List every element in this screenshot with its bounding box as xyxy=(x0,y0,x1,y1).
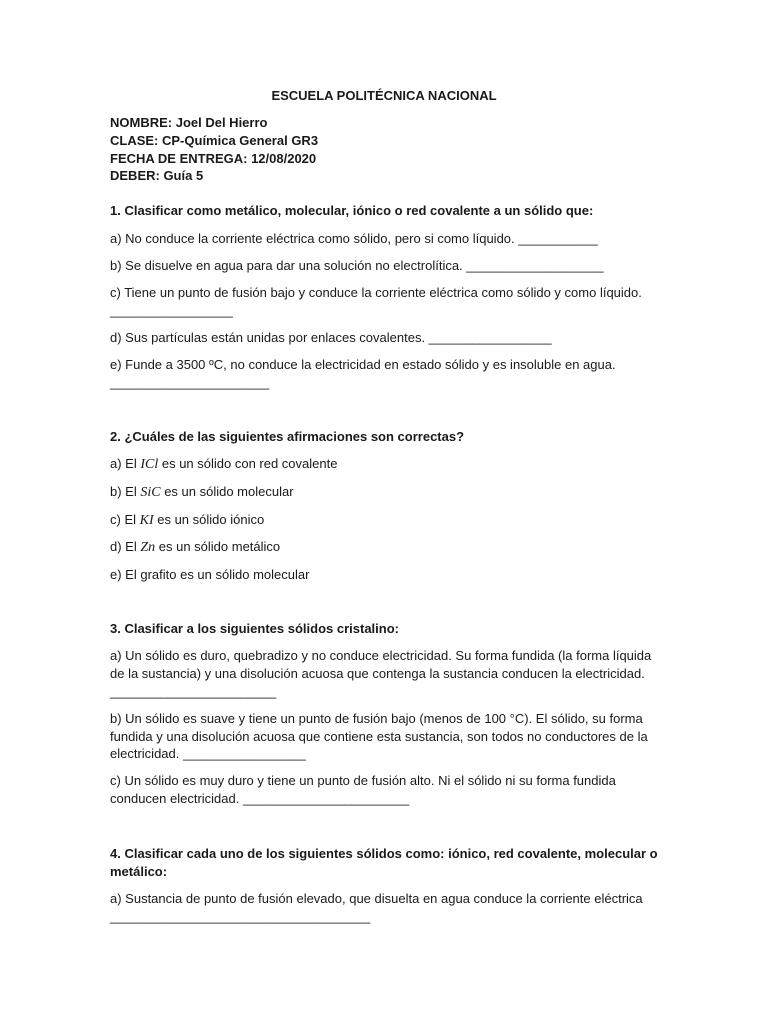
question-1-item-c-blank: _________________ xyxy=(110,303,233,318)
question-4-heading-line-2: metálico: xyxy=(110,864,168,879)
question-4-heading-line-1: 4. Clasificar cada uno de los siguientes sólidos como: iónico, red covalente, molecular o xyxy=(110,846,658,861)
due-date: FECHA DE ENTREGA: 12/08/2020 xyxy=(110,151,317,166)
question-2-item-b xyxy=(110,483,294,501)
question-1-item-a: a) No conduce la corriente eléctrica como sólido, pero si como líquido. ___________ xyxy=(110,231,598,246)
item-text: es un sólido con red covalente xyxy=(158,456,338,471)
question-1-item-c: c) Tiene un punto de fusión bajo y conduce la corriente eléctrica como sólido y como líquido. xyxy=(110,285,642,300)
assignment-name: DEBER: Guía 5 xyxy=(110,168,204,183)
item-prefix: a) El xyxy=(110,456,141,471)
question-3-item-c-line-2: conducen electricidad. _______________________ xyxy=(110,791,410,806)
item-prefix: b) El xyxy=(110,484,141,499)
item-text: es un sólido molecular xyxy=(160,484,294,499)
question-2-item-a xyxy=(110,455,337,473)
item-text: es un sólido metálico xyxy=(155,539,281,554)
question-3-item-a-line-1: a) Un sólido es duro, quebradizo y no conduce electricidad. Su forma fundida (la forma líquida xyxy=(110,648,652,663)
question-2-heading: 2. ¿Cuáles de las siguientes afirmaciones son correctas? xyxy=(110,429,465,444)
question-3-item-a-line-2: de la sustancia) y una disolución acuosa que contenga la sustancia conducen la electricidad. xyxy=(110,666,645,681)
question-2-item-d xyxy=(110,538,280,556)
student-name: NOMBRE: Joel Del Hierro xyxy=(110,115,268,130)
question-4-item-a-line-1: a) Sustancia de punto de fusión elevado, que disuelta en agua conduce la corriente eléctrica xyxy=(110,891,643,906)
question-3-item-a-blank: _______________________ xyxy=(110,684,277,699)
chemical-formula: KI xyxy=(139,513,154,528)
question-3-item-b-line-1: b) Un sólido es suave y tiene un punto de fusión bajo (menos de 100 °C). El sólido, su forma xyxy=(110,711,643,726)
question-3-item-b-line-3: electricidad. _________________ xyxy=(110,746,306,761)
chemical-formula: SiC xyxy=(140,485,161,500)
question-2-item-c xyxy=(110,511,264,529)
question-1-heading: 1. Clasificar como metálico, molecular, iónico o red covalente a un sólido que: xyxy=(110,203,594,218)
question-2-item-e: e) El grafito es un sólido molecular xyxy=(110,567,310,582)
item-prefix: d) El xyxy=(110,539,141,554)
class-name: CLASE: CP-Química General GR3 xyxy=(110,133,319,148)
question-4-item-a-blank: ____________________________________ xyxy=(110,909,371,924)
question-3-item-c-line-1: c) Un sólido es muy duro y tiene un punto de fusión alto. Ni el sólido ni su forma fundida xyxy=(110,773,616,788)
chemical-formula: ICl xyxy=(140,457,159,472)
item-prefix: c) El xyxy=(110,512,140,527)
chemical-formula: Zn xyxy=(140,540,156,555)
question-1-item-e-blank: ______________________ xyxy=(110,375,270,390)
document-title: ESCUELA POLITÉCNICA NACIONAL xyxy=(271,88,497,103)
question-1-item-d: d) Sus partículas están unidas por enlaces covalentes. _________________ xyxy=(110,330,552,345)
question-1-item-b: b) Se disuelve en agua para dar una solución no electrolítica. ___________________ xyxy=(110,258,604,273)
question-3-heading: 3. Clasificar a los siguientes sólidos cristalino: xyxy=(110,621,399,636)
item-text: es un sólido iónico xyxy=(153,512,265,527)
question-1-item-e: e) Funde a 3500 ºC, no conduce la electricidad en estado sólido y es insoluble en agua. xyxy=(110,357,616,372)
question-3-item-b-line-2: fundida y una disolución acuosa que contiene esta sustancia, son todos no conductores de la xyxy=(110,729,648,744)
